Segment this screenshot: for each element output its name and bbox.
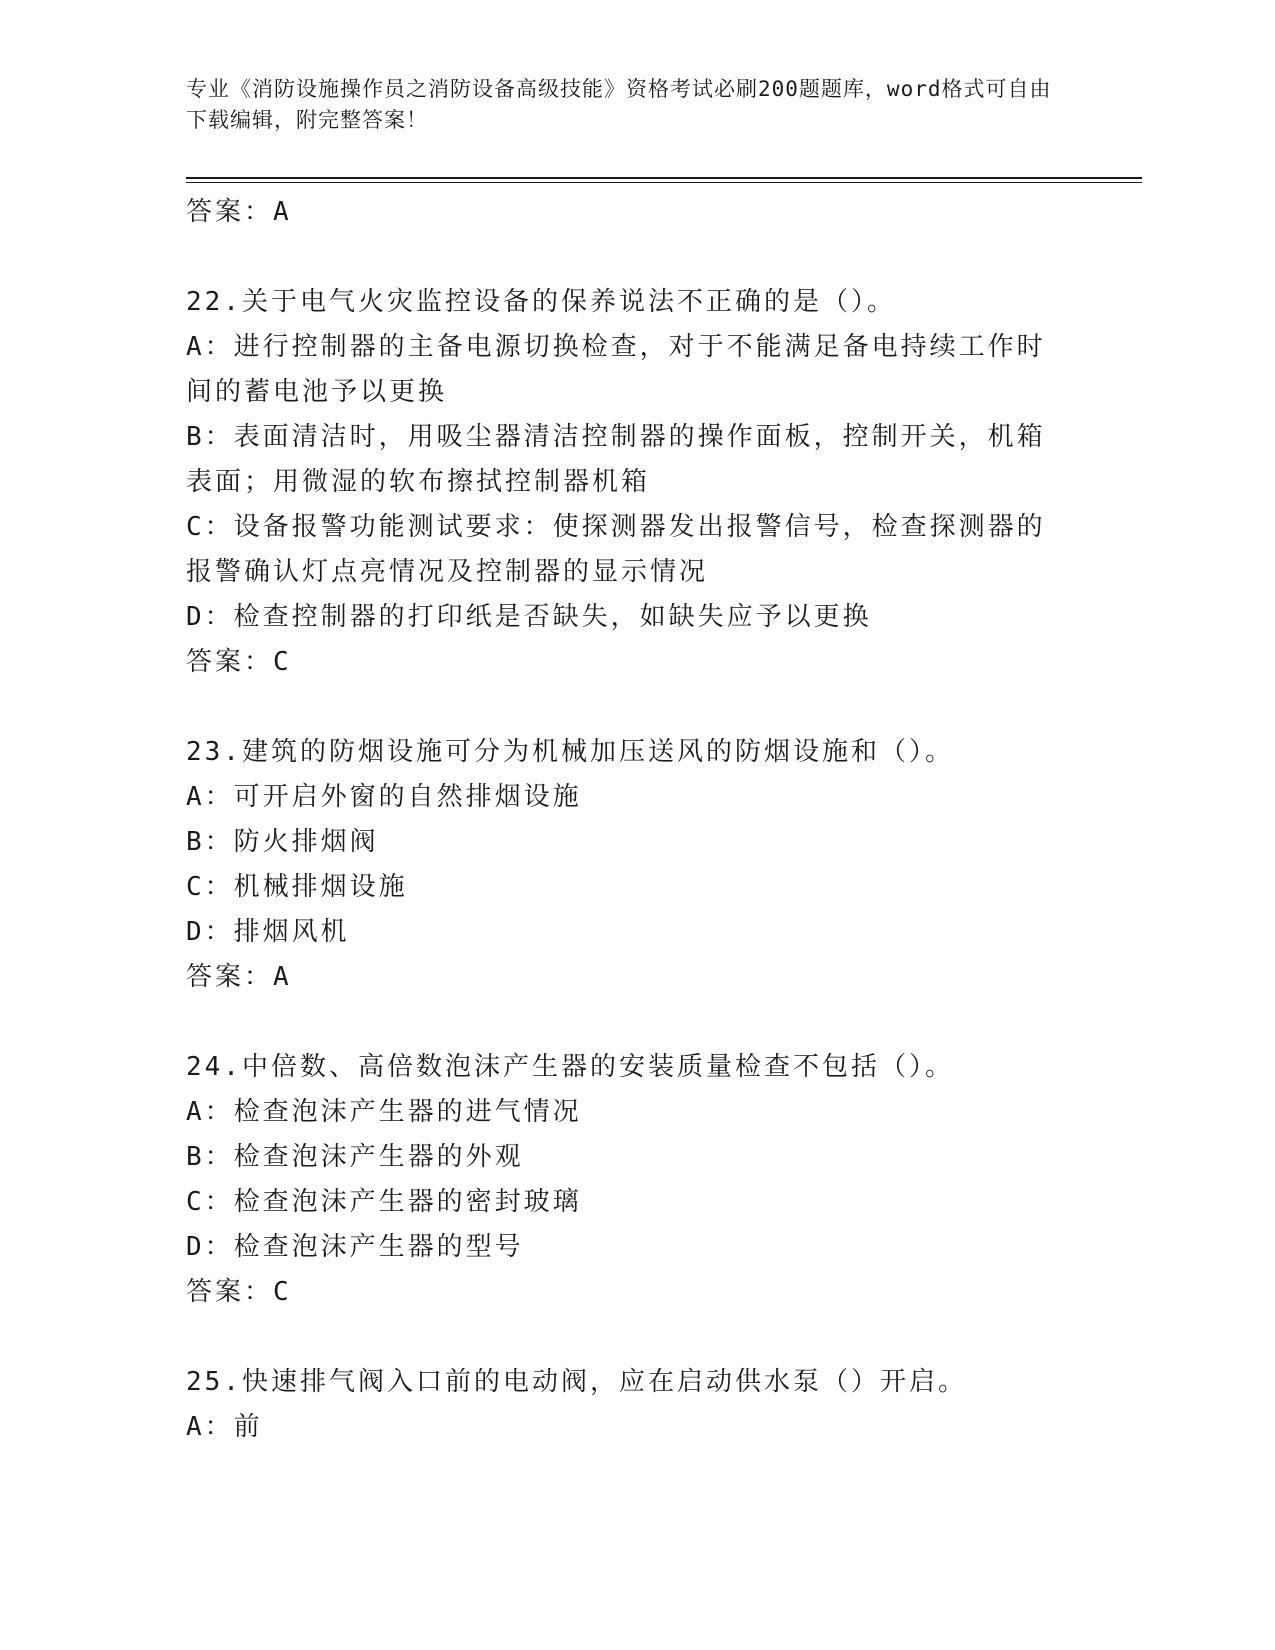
document-header: 专业《消防设施操作员之消防设备高级技能》资格考试必刷200题题库，word格式可自由下载编辑，附完整答案！	[186, 77, 1052, 132]
option-d: D：检查控制器的打印纸是否缺失，如缺失应予以更换	[186, 602, 872, 632]
option-b: B：表面清洁时，用吸尘器清洁控制器的操作面板，控制开关，机箱表面；用微湿的软布擦拭控制器机箱	[186, 422, 1046, 497]
option-a: A：前	[186, 1412, 263, 1442]
option-c: C：检查泡沫产生器的密封玻璃	[186, 1187, 582, 1217]
answer-line: 答案：C	[186, 1277, 292, 1307]
option-c: C：机械排烟设施	[186, 872, 408, 902]
header-rule-thick	[186, 177, 1142, 179]
option-d: D：检查泡沫产生器的型号	[186, 1232, 524, 1262]
option-a: A：可开启外窗的自然排烟设施	[186, 782, 582, 812]
answer-line: 答案：A	[186, 197, 292, 227]
question-stem: 22.关于电气火灾监控设备的保养说法不正确的是（）。	[186, 287, 896, 317]
question-block	[186, 1360, 1066, 1450]
option-b: B：防火排烟阀	[186, 827, 379, 857]
question-stem: 24.中倍数、高倍数泡沫产生器的安装质量检查不包括（）。	[186, 1052, 954, 1082]
question-stem: 25.快速排气阀入口前的电动阀，应在启动供水泵（）开启。	[186, 1367, 967, 1397]
question-block	[186, 1045, 1066, 1315]
question-block	[186, 730, 1066, 1000]
option-d: D：排烟风机	[186, 917, 350, 947]
question-block	[186, 280, 1066, 685]
question-list	[186, 190, 1066, 1450]
question-stem: 23.建筑的防烟设施可分为机械加压送风的防烟设施和（）。	[186, 737, 954, 767]
option-c: C：设备报警功能测试要求：使探测器发出报警信号，检查探测器的报警确认灯点亮情况及控制器的显示情况	[186, 512, 1046, 587]
header-rule-thin	[186, 182, 1142, 183]
answer-line: 答案：A	[186, 962, 292, 992]
option-a: A：检查泡沫产生器的进气情况	[186, 1097, 582, 1127]
option-a: A：进行控制器的主备电源切换检查，对于不能满足备电持续工作时间的蓄电池予以更换	[186, 332, 1046, 407]
answer-line: 答案：C	[186, 647, 292, 677]
option-b: B：检查泡沫产生器的外观	[186, 1142, 524, 1172]
